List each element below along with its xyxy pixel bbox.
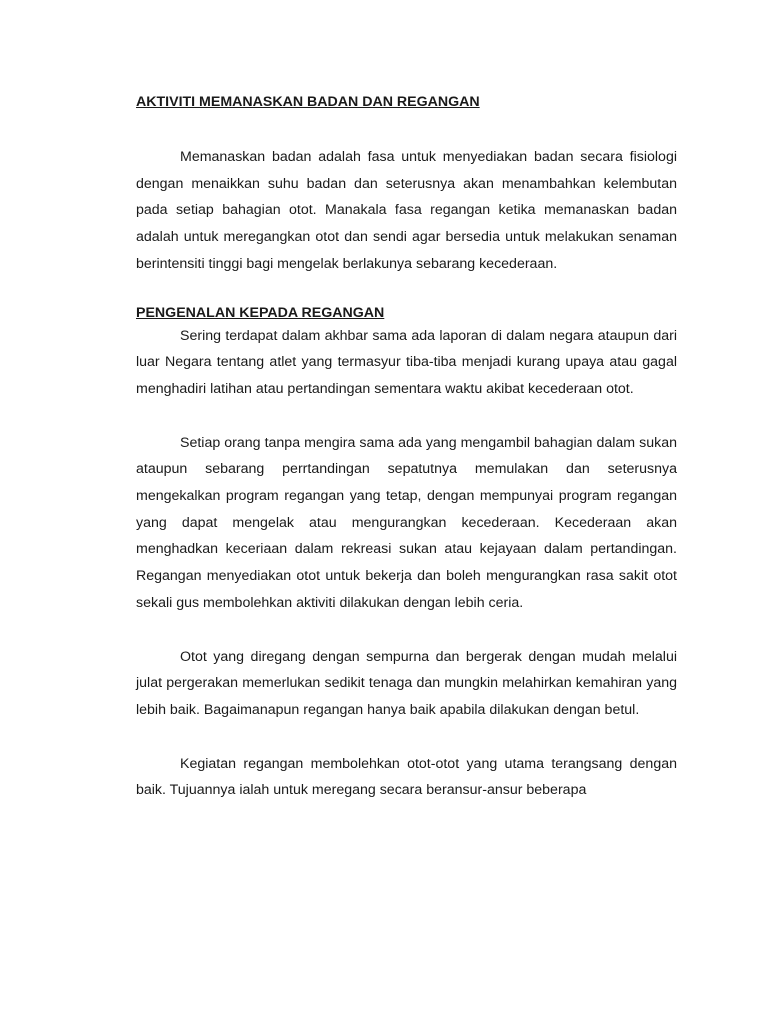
paragraph: Otot yang diregang dengan sempurna dan bergerak dengan mudah melalui julat pergerakan memerlukan sedikit tenaga dan mungkin melahirkan kemahiran yang lebih baik. Bagaimanapun regangan hanya baik apabila dilakukan dengan betul. [136, 648, 677, 718]
paragraph: Kegiatan regangan membolehkan otot-otot yang utama terangsang dengan baik. Tujuannya ialah untuk meregang secara beransur-ansur beberapa [136, 755, 677, 799]
paragraph: Setiap orang tanpa mengira sama ada yang mengambil bahagian dalam sukan ataupun sebarang perrtandingan sepatutnya memulakan dan seterusnya mengekalkan program regangan yang tetap, dengan mempunyai program regangan yang dapat mengelak atau mengurangkan kecederaan. Kecederaan akan menghadkan keceriaan dalam rekreasi sukan atau kejayaan dalam pertandingan. Regangan menyediakan otot untuk bekerja dan boleh mengurangkan rasa sakit otot sekali gus membolehkan aktiviti dilakukan dengan lebih ceria. [136, 434, 677, 611]
paragraph: Sering terdapat dalam akhbar sama ada laporan di dalam negara ataupun dari luar Negara tentang atlet yang termasyur tiba-tiba menjadi kurang upaya atau gagal menghadiri latihan atau pertandingan sementara waktu akibat kecederaan otot. [136, 327, 677, 397]
document-body [136, 92, 677, 804]
section-heading-warmup: AKTIVITI MEMANASKAN BADAN DAN REGANGAN [136, 94, 480, 110]
paragraph-warmup-intro: Memanaskan badan adalah fasa untuk menyediakan badan secara fisiologi dengan menaikkan suhu badan dan seterusnya akan menambahkan kelembutan pada setiap bahagian otot. Manakala fasa regangan ketika memanaskan badan adalah untuk meregangkan otot dan sendi agar bersedia untuk melakukan senaman berintensiti tinggi bagi mengelak berlakunya sebarang kecederaan. [136, 149, 677, 272]
section-heading-stretching-intro: PENGENALAN KEPADA REGANGAN [136, 304, 385, 321]
